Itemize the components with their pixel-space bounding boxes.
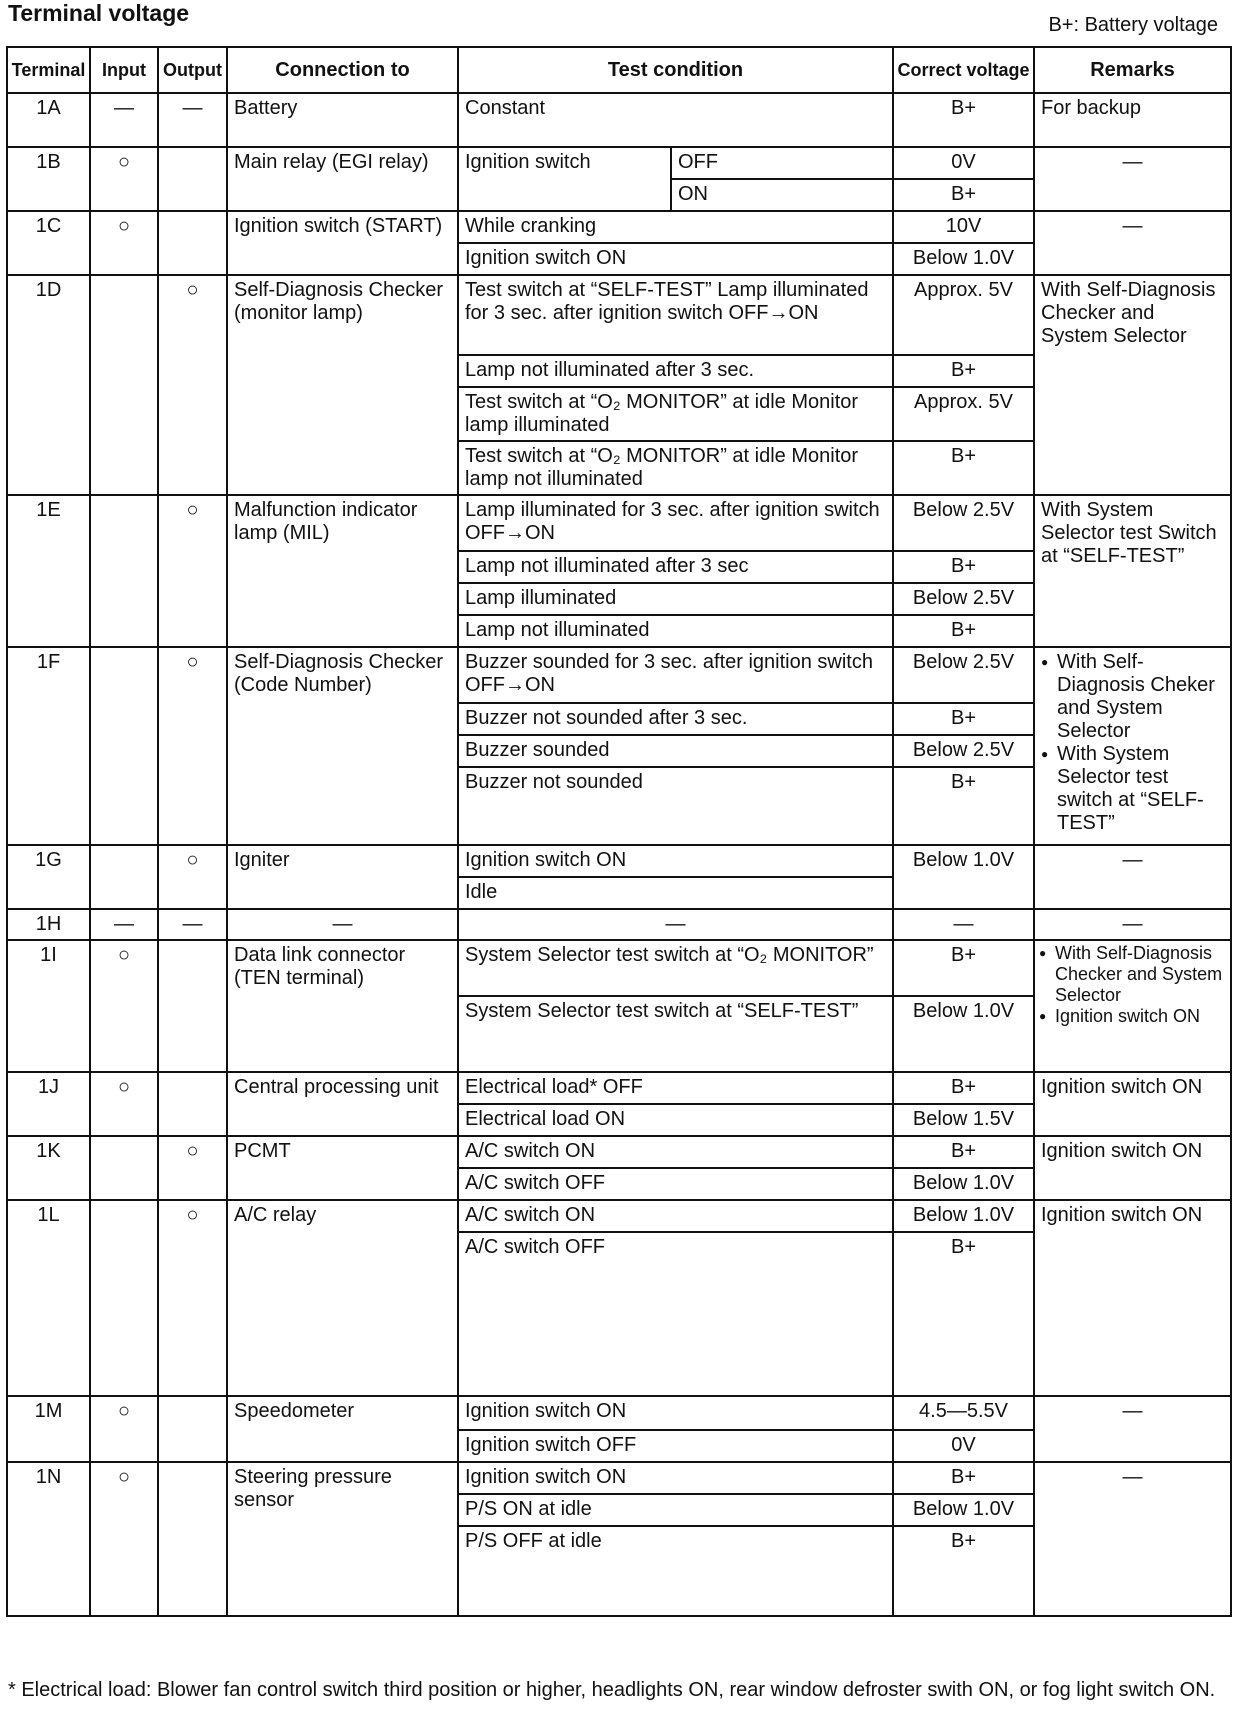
output-cell — [158, 1072, 227, 1136]
table-row — [7, 1136, 1231, 1168]
voltage-cell: Below 1.0V — [893, 1494, 1034, 1526]
connection-cell: Ignition switch (START) — [227, 211, 458, 275]
remarks-cell: — — [1034, 909, 1231, 940]
remarks-cell: — — [1034, 147, 1231, 211]
output-cell: — — [158, 909, 227, 940]
output-cell: — — [158, 93, 227, 147]
condition-cell: Ignition switch ON — [458, 845, 893, 877]
output-cell: ○ — [158, 647, 227, 845]
voltage-cell: Below 2.5V — [893, 495, 1034, 551]
condition-cell: Buzzer sounded for 3 sec. after ignition switch OFF→ON — [458, 647, 893, 703]
condition-cell: P/S OFF at idle — [458, 1526, 893, 1616]
voltage-cell: Below 1.0V — [893, 1200, 1034, 1232]
condition-cell: A/C switch OFF — [458, 1168, 893, 1200]
condition-cell: A/C switch ON — [458, 1136, 893, 1168]
connection-cell: Malfunction indicator lamp (MIL) — [227, 495, 458, 647]
table-row — [7, 1072, 1231, 1104]
connection-cell: — — [227, 909, 458, 940]
input-cell — [90, 275, 158, 495]
input-cell — [90, 1136, 158, 1200]
table-row — [7, 940, 1231, 996]
remark-item: ● With System Selector test switch at “SELF-TEST” — [1041, 743, 1224, 835]
condition-cell: Ignition switch ON — [458, 243, 893, 275]
condition-cell: — — [458, 909, 893, 940]
voltage-cell: B+ — [893, 615, 1034, 647]
table-row — [7, 211, 1231, 243]
voltage-cell: Below 2.5V — [893, 583, 1034, 615]
connection-cell: Data link connector (TEN terminal) — [227, 940, 458, 1072]
header-test-condition: Test condition — [458, 47, 893, 93]
remarks-cell: With Self-Diagnosis Checker and System Selector — [1034, 275, 1231, 495]
input-cell: — — [90, 909, 158, 940]
table-row — [7, 93, 1231, 147]
input-cell: ○ — [90, 147, 158, 211]
output-cell — [158, 1396, 227, 1462]
condition-cell: P/S ON at idle — [458, 1494, 893, 1526]
condition-cell: Buzzer not sounded after 3 sec. — [458, 703, 893, 735]
footnote: * Electrical load: Blower fan control switch third position or higher, headlights ON, rear window defroster swith ON, or fog light switch ON. — [8, 1679, 1216, 1701]
remarks-cell — [1034, 647, 1231, 845]
connection-cell: Igniter — [227, 845, 458, 909]
remarks-cell: Ignition switch ON — [1034, 1136, 1231, 1200]
input-cell: ○ — [90, 1072, 158, 1136]
terminal-cell: 1F — [7, 647, 90, 845]
output-cell: ○ — [158, 275, 227, 495]
voltage-cell: Below 1.0V — [893, 845, 1034, 909]
table-row — [7, 1462, 1231, 1494]
input-cell — [90, 647, 158, 845]
voltage-cell: Below 1.0V — [893, 243, 1034, 275]
condition-cell: Idle — [458, 877, 893, 909]
voltage-cell: 0V — [893, 147, 1034, 179]
table-row — [7, 647, 1231, 703]
condition-cell: System Selector test switch at “SELF-TEST” — [458, 996, 893, 1072]
condition-cell: While cranking — [458, 211, 893, 243]
condition-cell: Buzzer not sounded — [458, 767, 893, 845]
condition-sub-cell: ON — [671, 179, 893, 211]
voltage-cell: Approx. 5V — [893, 387, 1034, 441]
output-cell: ○ — [158, 495, 227, 647]
terminal-cell: 1I — [7, 940, 90, 1072]
condition-cell: Constant — [458, 93, 893, 147]
connection-cell: Self-Diagnosis Checker (monitor lamp) — [227, 275, 458, 495]
voltage-cell: 10V — [893, 211, 1034, 243]
input-cell: ○ — [90, 1462, 158, 1616]
remark-item: ● With Self-Diagnosis Checker and System Selector — [1039, 943, 1228, 1006]
output-cell: ○ — [158, 1200, 227, 1396]
voltage-cell: Below 2.5V — [893, 647, 1034, 703]
table-row — [7, 495, 1231, 551]
table-row — [7, 1396, 1231, 1430]
condition-cell: Buzzer sounded — [458, 735, 893, 767]
condition-cell: Lamp illuminated for 3 sec. after ignition switch OFF→ON — [458, 495, 893, 551]
terminal-cell: 1L — [7, 1200, 90, 1396]
voltage-cell: Approx. 5V — [893, 275, 1034, 355]
condition-cell: Test switch at “SELF-TEST” Lamp illuminated for 3 sec. after ignition switch OFF→ON — [458, 275, 893, 355]
remark-item: ● Ignition switch ON — [1039, 1006, 1228, 1027]
connection-cell: PCMT — [227, 1136, 458, 1200]
voltage-cell: B+ — [893, 551, 1034, 583]
voltage-cell: B+ — [893, 1232, 1034, 1396]
condition-cell: Electrical load ON — [458, 1104, 893, 1136]
condition-cell: A/C switch ON — [458, 1200, 893, 1232]
table-row — [7, 909, 1231, 940]
condition-cell: Lamp not illuminated after 3 sec. — [458, 355, 893, 387]
voltage-cell: Below 1.0V — [893, 996, 1034, 1072]
remarks-cell: — — [1034, 1462, 1231, 1616]
table-row — [7, 1200, 1231, 1232]
table-row — [7, 275, 1231, 355]
header-correct-voltage: Correct voltage — [893, 47, 1034, 93]
output-cell — [158, 147, 227, 211]
remarks-cell: — — [1034, 211, 1231, 275]
connection-cell: Self-Diagnosis Checker (Code Number) — [227, 647, 458, 845]
terminal-cell: 1E — [7, 495, 90, 647]
input-cell: — — [90, 93, 158, 147]
voltage-cell: B+ — [893, 441, 1034, 495]
remarks-cell: — — [1034, 1396, 1231, 1462]
condition-cell: Electrical load* OFF — [458, 1072, 893, 1104]
header-terminal: Terminal — [7, 47, 90, 93]
voltage-cell: B+ — [893, 767, 1034, 845]
condition-cell: Lamp not illuminated after 3 sec — [458, 551, 893, 583]
terminal-cell: 1H — [7, 909, 90, 940]
input-cell — [90, 845, 158, 909]
voltage-cell: B+ — [893, 703, 1034, 735]
remark-item: ● With Self-Diagnosis Cheker and System Selector — [1041, 651, 1224, 743]
condition-cell: Ignition switch — [458, 147, 671, 211]
terminal-cell: 1J — [7, 1072, 90, 1136]
voltage-cell: B+ — [893, 1462, 1034, 1494]
condition-cell: A/C switch OFF — [458, 1232, 893, 1396]
header-output: Output — [158, 47, 227, 93]
input-cell — [90, 495, 158, 647]
terminal-cell: 1A — [7, 93, 90, 147]
output-cell — [158, 940, 227, 1072]
terminal-cell: 1N — [7, 1462, 90, 1616]
connection-cell: A/C relay — [227, 1200, 458, 1396]
voltage-cell: B+ — [893, 1072, 1034, 1104]
input-cell: ○ — [90, 211, 158, 275]
voltage-cell: B+ — [893, 179, 1034, 211]
battery-voltage-note: B+: Battery voltage — [1048, 14, 1218, 36]
condition-cell: Test switch at “O₂ MONITOR” at idle Monitor lamp illuminated — [458, 387, 893, 441]
remarks-cell: Ignition switch ON — [1034, 1200, 1231, 1396]
condition-cell: Ignition switch ON — [458, 1396, 893, 1430]
connection-cell: Steering pressure sensor — [227, 1462, 458, 1616]
voltage-cell: B+ — [893, 355, 1034, 387]
voltage-cell: Below 2.5V — [893, 735, 1034, 767]
table-row — [7, 845, 1231, 877]
condition-cell: Ignition switch OFF — [458, 1430, 893, 1462]
remarks-cell: Ignition switch ON — [1034, 1072, 1231, 1136]
connection-cell: Central processing unit — [227, 1072, 458, 1136]
connection-cell: Battery — [227, 93, 458, 147]
voltage-cell: Below 1.5V — [893, 1104, 1034, 1136]
input-cell: ○ — [90, 940, 158, 1072]
header-row — [7, 47, 1231, 93]
voltage-cell: 4.5—5.5V — [893, 1396, 1034, 1430]
voltage-cell: B+ — [893, 1136, 1034, 1168]
table-row — [7, 147, 1231, 179]
remarks-cell: For backup — [1034, 93, 1231, 147]
terminal-cell: 1D — [7, 275, 90, 495]
output-cell — [158, 1462, 227, 1616]
condition-cell: Lamp illuminated — [458, 583, 893, 615]
voltage-cell: 0V — [893, 1430, 1034, 1462]
terminal-cell: 1B — [7, 147, 90, 211]
connection-cell: Main relay (EGI relay) — [227, 147, 458, 211]
header-remarks: Remarks — [1034, 47, 1231, 93]
remarks-cell: — — [1034, 845, 1231, 909]
header-input: Input — [90, 47, 158, 93]
condition-cell: Ignition switch ON — [458, 1462, 893, 1494]
remarks-cell: With System Selector test Switch at “SELF-TEST” — [1034, 495, 1231, 647]
page-title: Terminal voltage — [8, 0, 190, 26]
output-cell: ○ — [158, 845, 227, 909]
voltage-cell: Below 1.0V — [893, 1168, 1034, 1200]
output-cell: ○ — [158, 1136, 227, 1200]
input-cell — [90, 1200, 158, 1396]
header-connection: Connection to — [227, 47, 458, 93]
connection-cell: Speedometer — [227, 1396, 458, 1462]
terminal-voltage-table — [6, 46, 1232, 1617]
condition-cell: Test switch at “O₂ MONITOR” at idle Monitor lamp not illuminated — [458, 441, 893, 495]
terminal-cell: 1K — [7, 1136, 90, 1200]
terminal-cell: 1G — [7, 845, 90, 909]
terminal-cell: 1M — [7, 1396, 90, 1462]
output-cell — [158, 211, 227, 275]
input-cell: ○ — [90, 1396, 158, 1462]
voltage-cell: B+ — [893, 1526, 1034, 1616]
condition-sub-cell: OFF — [671, 147, 893, 179]
condition-cell: System Selector test switch at “O₂ MONITOR” — [458, 940, 893, 996]
condition-cell: Lamp not illuminated — [458, 615, 893, 647]
voltage-cell: B+ — [893, 940, 1034, 996]
remarks-cell — [1034, 940, 1231, 1072]
terminal-cell: 1C — [7, 211, 90, 275]
voltage-cell: — — [893, 909, 1034, 940]
voltage-cell: B+ — [893, 93, 1034, 147]
